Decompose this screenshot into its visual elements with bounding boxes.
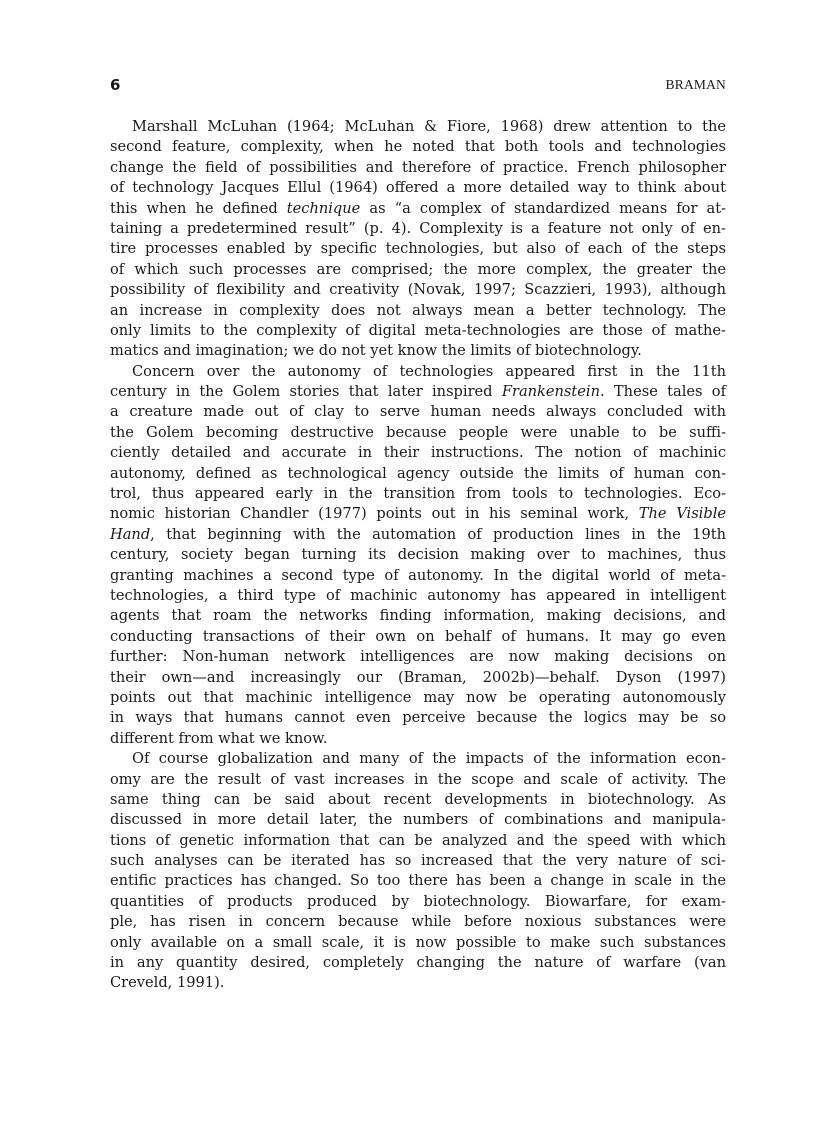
text-line xyxy=(110,647,726,667)
text-line xyxy=(110,871,726,891)
text-run: same thing can be said about recent developments in biotechnology. As xyxy=(110,790,726,808)
italic-text: Hand xyxy=(110,525,151,543)
text-line xyxy=(110,382,726,402)
text-run: possibility of flexibility and creativity (Novak, 1997; Scazzieri, 1993), although xyxy=(110,281,726,299)
text-run: omy are the result of vast increases in the scope and scale of activity. The xyxy=(110,770,726,788)
text-line xyxy=(110,117,726,137)
text-line xyxy=(110,606,726,626)
page-number: 6 xyxy=(110,76,121,94)
text-run: of technology Jacques Ellul (1964) offered a more detailed way to think about xyxy=(110,179,726,197)
italic-text: Frankenstein xyxy=(501,383,600,401)
page-header xyxy=(110,76,726,96)
text-line xyxy=(110,260,726,280)
text-run: agents that roam the networks finding information, making decisions, and xyxy=(110,607,726,625)
text-run: technologies, a third type of machinic autonomy has appeared in intelligent xyxy=(110,586,726,604)
text-run: Marshall McLuhan (1964; McLuhan & Fiore, 1968) drew attention to the xyxy=(132,118,726,135)
text-run: this when he defined xyxy=(110,199,287,217)
text-run: . These tales of xyxy=(599,383,726,401)
text-line xyxy=(110,912,726,932)
paragraph xyxy=(110,749,726,994)
text-run: their own—and increasingly our (Braman, 2002b)—behalf. Dyson (1997) xyxy=(110,668,726,686)
text-run: nomic historian Chandler (1977) points out in his seminal work, xyxy=(110,505,639,523)
text-line xyxy=(110,668,726,688)
text-run: trol, thus appeared early in the transition from tools to technologies. Eco- xyxy=(110,485,726,503)
body-text xyxy=(110,117,726,994)
text-line xyxy=(110,525,726,545)
text-line xyxy=(110,586,726,606)
italic-text: technique xyxy=(286,199,361,217)
text-line xyxy=(110,280,726,300)
text-run: ciently detailed and accurate in their instructions. The notion of machinic xyxy=(110,444,726,462)
text-run: Concern over the autonomy of technologies appeared first in the 11th xyxy=(132,362,726,380)
text-line xyxy=(110,749,726,769)
text-run: century in the Golem stories that later inspired xyxy=(110,383,502,401)
text-run: the Golem becoming destructive because people were unable to be suffi- xyxy=(110,423,726,441)
text-line xyxy=(110,443,726,463)
text-line xyxy=(110,831,726,851)
text-line xyxy=(110,219,726,239)
text-run: in ways that humans cannot even perceive because the logics may be so xyxy=(110,709,726,727)
text-run: in any quantity desired, completely changing the nature of warfare (van xyxy=(110,954,726,972)
text-run: a creature made out of clay to serve human needs always concluded with xyxy=(110,403,726,421)
text-line xyxy=(110,892,726,912)
text-line xyxy=(110,321,726,341)
text-line xyxy=(110,953,726,973)
text-line xyxy=(110,464,726,484)
running-head: BRAMAN xyxy=(665,77,726,92)
text-line xyxy=(110,770,726,790)
text-run: autonomy, defined as technological agency outside the limits of human con- xyxy=(110,464,726,482)
text-run: , that beginning with the automation of production lines in the 19th xyxy=(150,525,726,543)
text-line xyxy=(110,790,726,810)
text-run: Creveld, 1991). xyxy=(110,974,225,992)
text-run: only available on a small scale, it is now possible to make such substances xyxy=(110,933,726,951)
text-line xyxy=(110,851,726,871)
text-run: ple, has risen in concern because while before noxious substances were xyxy=(110,913,726,931)
text-line xyxy=(110,341,726,361)
text-run: quantities of products produced by biotechnology. Biowarfare, for exam- xyxy=(110,892,726,910)
text-line xyxy=(110,137,726,157)
text-run: taining a predetermined result” (p. 4). Complexity is a feature not only of en- xyxy=(110,219,726,237)
text-line xyxy=(110,810,726,830)
text-run: tire processes enabled by specific technologies, but also of each of the steps xyxy=(110,240,726,258)
text-run: entific practices has changed. So too there has been a change in scale in the xyxy=(110,872,726,890)
text-line xyxy=(110,688,726,708)
text-run: conducting transactions of their own on behalf of humans. It may go even xyxy=(110,627,726,645)
text-run: granting machines a second type of autonomy. In the digital world of meta- xyxy=(110,566,726,584)
text-line xyxy=(110,545,726,565)
text-line xyxy=(110,627,726,647)
text-run: century, society began turning its decision making over to machines, thus xyxy=(110,546,726,564)
text-line xyxy=(110,301,726,321)
text-line xyxy=(110,933,726,953)
text-line xyxy=(110,729,726,749)
italic-text: The Visible xyxy=(638,505,726,523)
text-run: of which such processes are comprised; the more complex, the greater the xyxy=(110,260,726,278)
text-run: matics and imagination; we do not yet know the limits of biotechnology. xyxy=(110,342,642,360)
text-line xyxy=(110,566,726,586)
text-line xyxy=(110,199,726,219)
text-run: further: Non-human network intelligences are now making decisions on xyxy=(110,648,726,666)
text-line xyxy=(110,362,726,382)
paragraph xyxy=(110,117,726,362)
text-run: such analyses can be iterated has so increased that the very nature of sci- xyxy=(110,852,726,870)
text-line xyxy=(110,158,726,178)
text-run: points out that machinic intelligence may now be operating autonomously xyxy=(110,688,726,706)
text-line xyxy=(110,178,726,198)
text-run: different from what we know. xyxy=(110,729,328,747)
text-run: second feature, complexity, when he noted that both tools and technologies xyxy=(110,138,726,156)
text-run: discussed in more detail later, the numbers of combinations and manipula- xyxy=(110,811,726,829)
text-run: Of course globalization and many of the impacts of the information econ- xyxy=(132,750,726,768)
text-line xyxy=(110,504,726,524)
text-line xyxy=(110,423,726,443)
text-run: as “a complex of standardized means for at- xyxy=(360,199,726,217)
text-line xyxy=(110,239,726,259)
text-run: tions of genetic information that can be analyzed and the speed with which xyxy=(110,831,726,849)
text-line xyxy=(110,973,726,993)
text-line xyxy=(110,484,726,504)
text-run: only limits to the complexity of digital meta-technologies are those of mathe- xyxy=(110,321,726,339)
text-line xyxy=(110,708,726,728)
text-run: an increase in complexity does not always mean a better technology. The xyxy=(110,301,726,319)
text-run: change the field of possibilities and therefore of practice. French philosopher xyxy=(110,158,726,176)
paragraph xyxy=(110,362,726,749)
text-line xyxy=(110,402,726,422)
